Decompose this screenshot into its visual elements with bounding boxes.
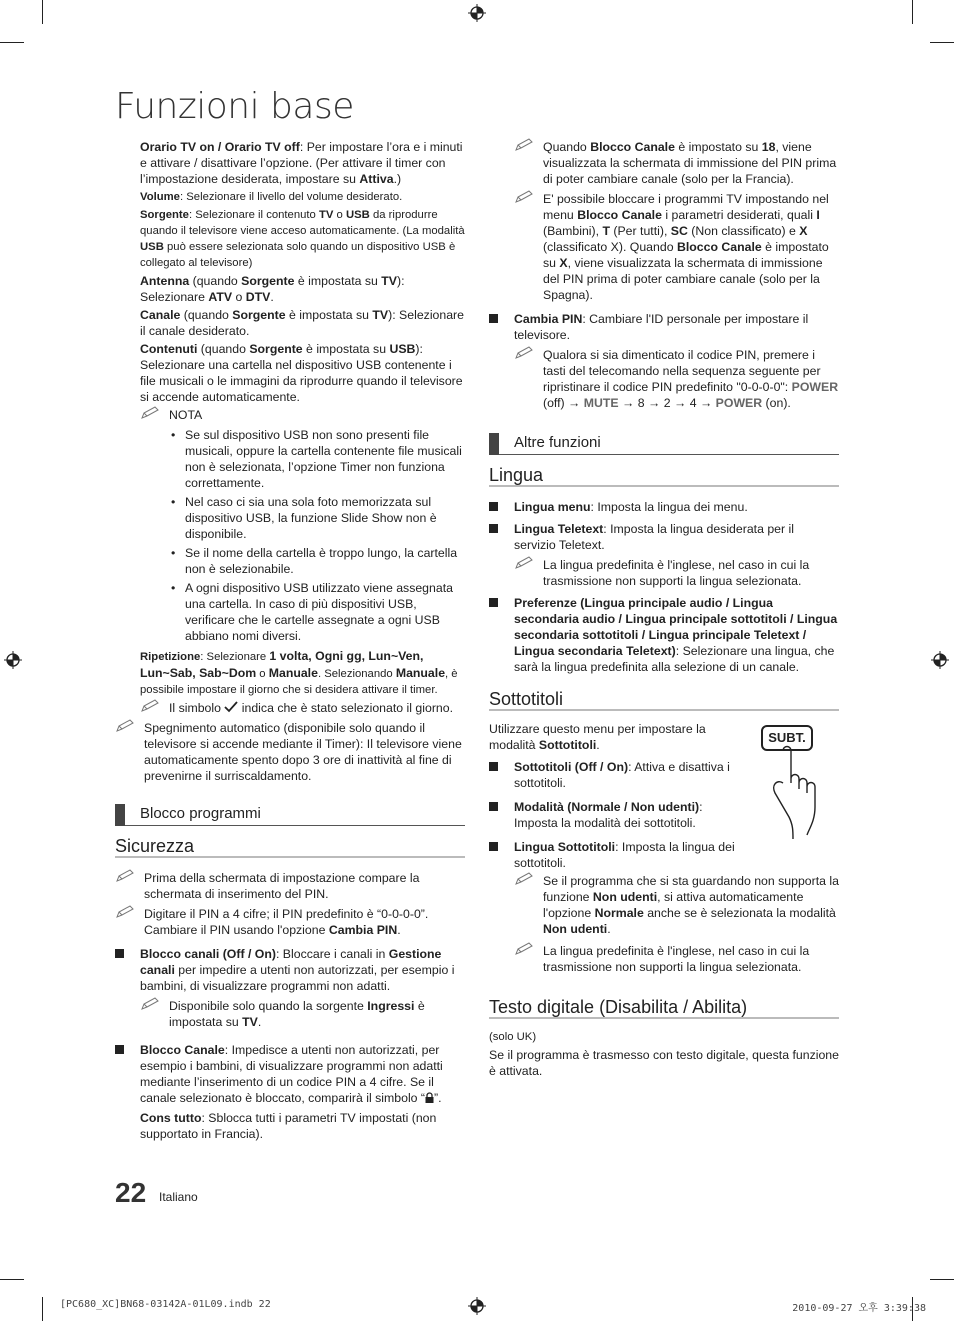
note-pencil-icon	[140, 699, 162, 713]
footer-file-info: [PC680_XC]BN68-03142A-01L09.indb 22	[60, 1299, 271, 1310]
sicurezza-note-1: Prima della schermata di impostazione compare la schermata di inserimento del PIN.	[115, 870, 465, 902]
volume-paragraph: Volume: Selezionare il livello del volume desiderato.	[140, 191, 403, 203]
spegnimento-note: Spegnimento automatico (disponibile solo quando il televisore si accende mediante il Timer): Il televisore viene automaticamente spento dopo 3 ore di inattività al fine di prevenirne il surriscaldamento.	[115, 720, 465, 784]
crop-mark	[930, 1279, 954, 1280]
lingua-teletext-note: La lingua predefinita è l'inglese, nel caso in cui la trasmissione non supporti la lingua selezionata.	[514, 557, 839, 589]
sicurezza-note-2: Digitare il PIN a 4 cifre; il PIN predefinito è “0-0-0-0”. Cambiare il PIN usando l'opzione Cambia PIN.	[115, 906, 465, 938]
note-pencil-icon	[140, 997, 162, 1011]
note-pencil-icon	[514, 138, 536, 152]
modalita-item: Modalità (Normale / Non udenti): Imposta la modalità dei sottotitoli.	[489, 799, 743, 831]
crop-mark	[42, 0, 43, 24]
note-pencil-icon	[514, 190, 536, 204]
blocco-canale-note-spagna: E' possibile bloccare i programmi TV impostando nel menu Blocco Canale i parametri desiderati, quali I (Bambini), T (Per tutti), SC (Non classificato) e X (classificato X). Quando Blocco Canale è impostato su X, viene visualizzata la schermata di immissione del PIN prima di poter cambiare canale (solo per la Spagna).	[514, 191, 839, 303]
blocco-canali-note: Disponibile solo quando la sorgente Ingressi è impostata su TV.	[140, 998, 465, 1030]
blocco-canale-item: Blocco Canale: Impedisce a utenti non autorizzati, per esempio i bambini, di visualizzare programmi non adatti mediante l’inserimento di un codice PIN a 4 cifre. Se il canale selezionato è bloccato, comparirà il simbolo “ ”. Cons tutto: Sblocca tutti i parametri TV impostati (non supportato in Francia).	[115, 1042, 465, 1142]
left-column	[115, 139, 465, 1148]
lingua-teletext-item: Lingua Teletext: Imposta la lingua desiderata per il servizio Teletext. La lingua predefinita è l'inglese, nel caso in cui la trasmissione non supporti la lingua selezionata.	[489, 521, 839, 589]
contenuti-paragraph: Contenuti (quando Sorgente è impostata su USB): Selezionare una cartella nel dispositivo USB contenente i file musicali o le immagini da riprodurre quando il televisore si accende automaticamente.	[140, 342, 463, 404]
antenna-paragraph: Antenna (quando Sorgente è impostata su TV): Selezionare ATV o DTV.	[140, 274, 405, 304]
checkmark-icon	[224, 701, 238, 713]
orario-paragraph: Orario TV on / Orario TV off: Per impostare l’ora e i minuti e attivare / disattivare l’opzione. (Per attivare il timer con l’impostazione desiderata, impostare su Attiva.)	[140, 140, 463, 186]
page-number: 22	[115, 1177, 147, 1208]
lock-icon	[425, 1092, 434, 1103]
blocco-canali-item: Blocco canali (Off / On): Bloccare i canali in Gestione canali per impedire a utenti non autorizzati, per esempio i bambini, di visualizzare programmi non adatti. Disponibile solo quando la sorgente Ingressi è impostata su TV.	[115, 946, 465, 1030]
square-bullet-icon	[489, 502, 498, 511]
cons-tutto-paragraph: Cons tutto: Sblocca tutti i parametri TV impostati (non supportato in Francia).	[140, 1111, 437, 1141]
registration-mark-icon	[468, 1297, 486, 1315]
testo-digitale-paragraph: Se il programma è trasmesso con testo digitale, questa funzione è attivata.	[489, 1048, 839, 1078]
square-bullet-icon	[489, 842, 498, 851]
section-altre-funzioni: Altre funzioni	[489, 435, 839, 455]
heading-testo-digitale: Testo digitale (Disabilita / Abilita)	[489, 999, 839, 1019]
right-column	[489, 139, 839, 1081]
note-pencil-icon	[115, 719, 137, 733]
crop-mark	[0, 42, 24, 43]
note-pencil-icon	[514, 346, 536, 360]
crop-mark	[0, 1279, 24, 1280]
sottotitoli-intro: Utilizzare questo menu per impostare la modalità Sottotitoli.	[489, 722, 706, 752]
heading-sottotitoli: Sottotitoli	[489, 691, 839, 711]
heading-sicurezza: Sicurezza	[115, 838, 465, 858]
sottotitoli-note-1: Se il programma che si sta guardando non supporta la funzione Non udenti, si attiva automaticamente l'opzione Normale anche se è selezionata la modalità Non udenti.	[514, 873, 839, 937]
square-bullet-icon	[489, 762, 498, 771]
crop-mark	[930, 42, 954, 43]
list-item: • Nel caso ci sia una sola foto memorizzata sul dispositivo USB, la funzione Slide Show non è disponibile.	[169, 494, 465, 542]
square-bullet-icon	[489, 598, 498, 607]
registration-mark-icon	[931, 651, 949, 669]
list-item: • A ogni dispositivo USB utilizzato viene assegnata una cartella. In caso di più dispositivi USB, verificare che le cartelle assegnate a ogni USB abbiano nomi diversi.	[169, 580, 465, 644]
square-bullet-icon	[115, 949, 124, 958]
simbolo-note: Il simbolo indica che è stato selezionato il giorno.	[140, 700, 465, 716]
lingua-menu-item: Lingua menu: Imposta la lingua dei menu.	[489, 499, 839, 515]
preferenze-item: Preferenze (Lingua principale audio / Lingua secondaria audio / Lingua principale sottotitoli / Lingua secondaria sottotitoli / Lingua principale Teletext / Lingua secondaria Teletext): Selezionare una lingua, che sarà la lingua predefinita alla selezione di un canale.	[489, 595, 839, 675]
list-item: • Se il nome della cartella è troppo lungo, la cartella non è selezionabile.	[169, 545, 465, 577]
section-blocco-programmi: Blocco programmi	[115, 806, 465, 826]
crop-mark	[42, 1297, 43, 1321]
note-pencil-icon	[514, 942, 536, 956]
cambia-pin-item: Cambia PIN: Cambiare l'ID personale per impostare il televisore. Qualora si sia dimenticato il codice PIN, premere i tasti del telecomando nella sequenza seguente per ripristinare il codice PIN predefinito "0-0-0-0": POWER (off) → MUTE → 8 → 2 → 4 → POWER (on).	[489, 311, 839, 411]
note-pencil-icon	[140, 406, 162, 420]
blocco-canale-note-18: Quando Blocco Canale è impostato su 18, viene visualizzata la schermata di immissione del PIN prima di poter cambiare canale (solo per la Francia).	[514, 139, 839, 187]
page-title: Funzioni base	[115, 86, 354, 127]
lingua-sottotitoli-item: Lingua Sottotitoli: Imposta la lingua dei sottotitoli.	[489, 839, 743, 871]
testo-digitale-uk: (solo UK)	[489, 1031, 537, 1043]
ripetizione-paragraph: Ripetizione: Selezionare 1 volta, Ogni gg, Lun~Ven, Lun~Sab, Sab~Dom o Manuale. Selezionando Manuale, è possibile impostare il giorno che si desidera attivare il timer.	[140, 649, 458, 696]
square-bullet-icon	[489, 524, 498, 533]
subt-button: SUBT.	[761, 725, 813, 751]
nota-block: NOTA	[140, 407, 465, 423]
crop-mark	[912, 0, 913, 24]
language-label: Italiano	[159, 1190, 198, 1204]
sorgente-paragraph: Sorgente: Selezionare il contenuto TV o USB da riprodurre quando il televisore viene acceso automaticamente. (La modalità USB può essere selezionata solo quando un dispositivo USB è collegato al televisore)	[140, 209, 465, 269]
square-bullet-icon	[115, 1045, 124, 1054]
note-pencil-icon	[115, 905, 137, 919]
subt-remote-illustration	[759, 721, 839, 846]
note-pencil-icon	[115, 869, 137, 883]
hand-pointer-icon	[759, 721, 839, 846]
footer-timestamp: 2010-09-27 오후 3:39:38	[792, 1303, 926, 1314]
square-bullet-icon	[489, 314, 498, 323]
list-item: • Se sul dispositivo USB non sono presenti file musicali, oppure la cartella contenente file musicali non è selezionata, l’opzione Timer non funziona correttamente.	[169, 427, 465, 491]
heading-lingua: Lingua	[489, 467, 839, 487]
note-pencil-icon	[514, 556, 536, 570]
square-bullet-icon	[489, 802, 498, 811]
registration-mark-icon	[4, 651, 22, 669]
sottotitoli-note-2: La lingua predefinita è l'inglese, nel caso in cui la trasmissione non supporti la lingua selezionata.	[514, 943, 839, 975]
canale-paragraph: Canale (quando Sorgente è impostata su TV): Selezionare il canale desiderato.	[140, 308, 464, 338]
cambia-pin-note: Qualora si sia dimenticato il codice PIN, premere i tasti del telecomando nella sequenza seguente per ripristinare il codice PIN predefinito "0-0-0-0": POWER (off) → MUTE → 8 → 2 → 4 → POWER (on).	[514, 347, 839, 411]
registration-mark-icon	[468, 4, 486, 22]
note-pencil-icon	[514, 872, 536, 886]
sottotitoli-onoff-item: Sottotitoli (Off / On): Attiva e disattiva i sottotitoli.	[489, 759, 743, 791]
